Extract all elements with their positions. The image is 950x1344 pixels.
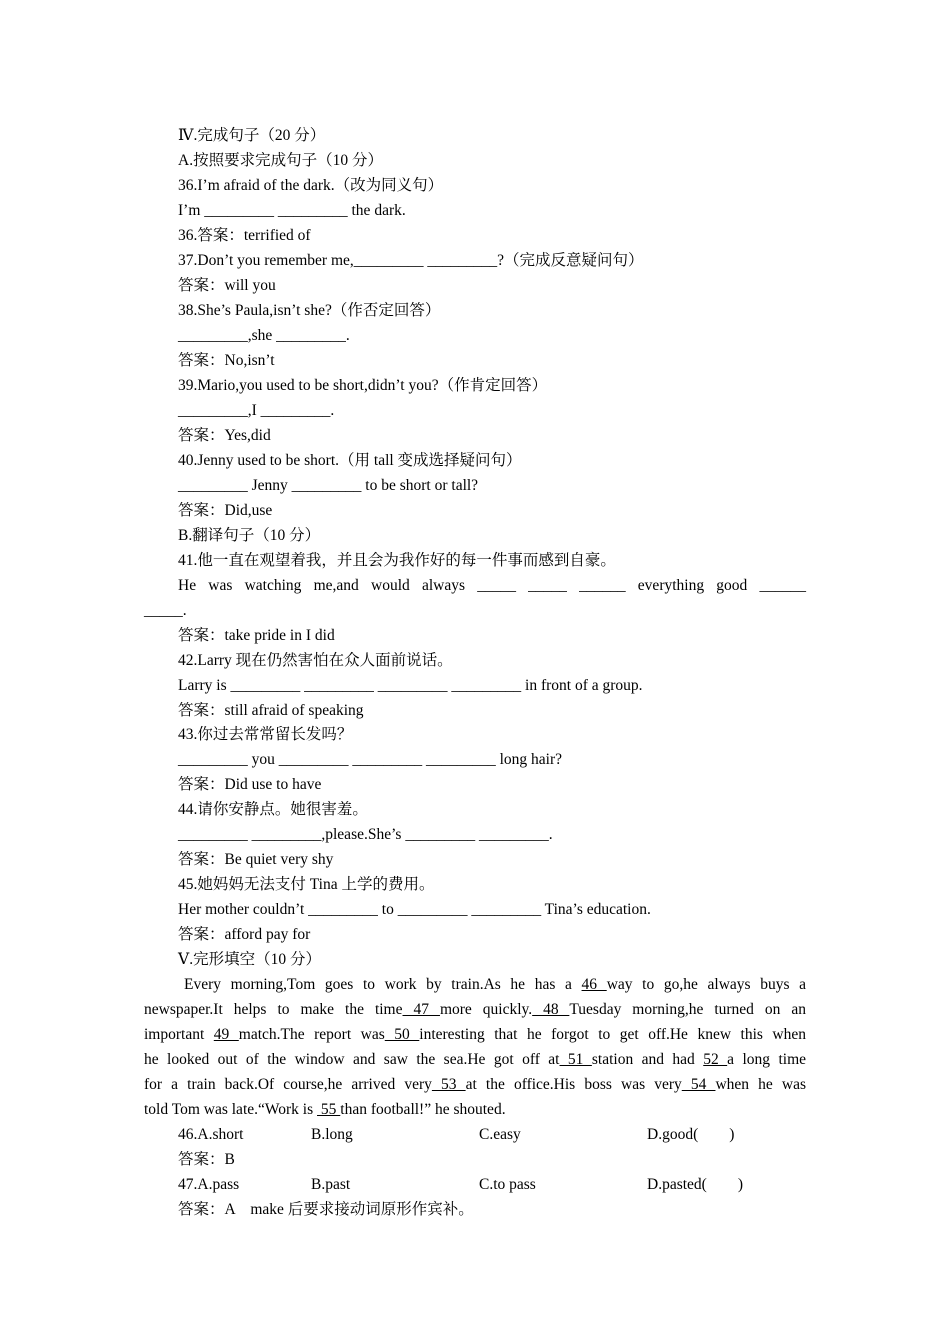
answer-37: 答案：will you (178, 277, 276, 294)
question-40-blank: _________ Jenny _________ to be short or tall? (178, 477, 479, 494)
answer-44: 答案：Be quiet very shy (178, 851, 334, 868)
question-42: 42.Larry 现在仍然害怕在众人面前说话。 (178, 652, 453, 669)
cloze-line-4 (144, 1050, 806, 1070)
answer-42: 答案：still afraid of speaking (178, 702, 364, 719)
question-42-blank: Larry is _________ _________ _________ _________ in front of a group. (178, 677, 643, 694)
question-39: 39.Mario,you used to be short,didn’t you?（作肯定回答） (178, 377, 548, 394)
cloze-text: important (144, 1026, 214, 1043)
cloze-line-6 (144, 1100, 806, 1120)
cloze-line-1 (144, 975, 806, 995)
q47-option-d: D.pasted( ) (647, 1176, 743, 1193)
question-43-blank: _________ you _________ _________ _________ long hair? (178, 751, 563, 768)
blank-49: 49 (213, 1026, 239, 1043)
q46-option-b: B.long (311, 1126, 353, 1143)
answer-39: 答案：Yes,did (178, 427, 271, 444)
question-36: 36.I’m afraid of the dark.（改为同义句） (178, 177, 444, 194)
blank-52: 52 (703, 1051, 728, 1068)
answer-36: 36.答案：terrified of (178, 227, 311, 244)
question-41: 41.他一直在观望着我，并且会为我作好的每一件事而感到自豪。 (178, 552, 616, 569)
partB-title: B.翻译句子（10 分） (178, 527, 321, 544)
answer-47: 答案：A make 后要求接动词原形作宾补。 (178, 1201, 474, 1218)
answer-46: 答案：B (178, 1151, 235, 1168)
q47-option-b: B.past (311, 1176, 351, 1193)
cloze-text: Every morning,Tom goes to work by train.As he has a (184, 976, 582, 993)
answer-45: 答案：afford pay for (178, 926, 311, 943)
cloze-text: newspaper.It helps to make the time (144, 1001, 403, 1018)
cloze-text: than football!” he shouted. (340, 1101, 506, 1118)
answer-43: 答案：Did use to have (178, 776, 322, 793)
blank-51: 51 (559, 1051, 592, 1068)
blank-55: 55 (317, 1101, 341, 1118)
partA-title: A.按照要求完成句子（10 分） (178, 152, 383, 169)
cloze-text: a long time (727, 1051, 807, 1068)
section4-title: Ⅳ.完成句子（20 分） (178, 127, 326, 144)
question-38-blank: _________,she _________. (178, 327, 350, 344)
q47-option-a: 47.A.pass (178, 1176, 240, 1193)
question-41-blank: He was watching me,and would always _____ _____ ______ everything good ______ (178, 577, 806, 594)
question-36-blank: I’m _________ _________ the dark. (178, 202, 406, 219)
blank-48: 48 (532, 1001, 570, 1018)
question-37: 37.Don’t you remember me,_________ _________?（完成反意疑问句） (178, 252, 644, 269)
question-39-blank: _________,I _________. (178, 402, 335, 419)
cloze-line-5 (144, 1075, 806, 1095)
answer-41: 答案：take pride in I did (178, 627, 335, 644)
question-44-blank: _________ _________,please.She’s _________ _________. (178, 826, 553, 843)
cloze-text: Tuesday morning,he turned on an (569, 1001, 806, 1018)
section5-title: Ⅴ.完形填空（10 分） (178, 951, 321, 968)
cloze-line-2 (144, 1000, 806, 1020)
cloze-text: told Tom was late.“Work is (144, 1101, 318, 1118)
question-44: 44.请你安静点。她很害羞。 (178, 801, 368, 818)
answer-38: 答案：No,isn’t (178, 352, 275, 369)
blank-53: 53 (431, 1076, 466, 1093)
cloze-line-3 (144, 1025, 806, 1045)
question-41-blank-cont: _____. (144, 602, 187, 619)
cloze-text: at the office.His boss was very (465, 1076, 682, 1093)
question-38: 38.She’s Paula,isn’t she?（作否定回答） (178, 302, 441, 319)
blank-54: 54 (681, 1076, 716, 1093)
q46-option-c: C.easy (479, 1126, 521, 1143)
question-45: 45.她妈妈无法支付 Tina 上学的费用。 (178, 876, 435, 893)
question-45-blank: Her mother couldn’t _________ to _________ _________ Tina’s education. (178, 901, 651, 918)
q46-option-a: 46.A.short (178, 1126, 244, 1143)
blank-46: 46 (581, 976, 607, 993)
question-40: 40.Jenny used to be short.（用 tall 变成选择疑问句） (178, 452, 522, 469)
cloze-text: interesting that he forgot to get off.He knew this when (419, 1026, 806, 1043)
cloze-text: for a train back.Of course,he arrived very (144, 1076, 432, 1093)
question-43: 43.你过去常常留长发吗？ (178, 726, 353, 743)
cloze-text: more quickly. (439, 1001, 533, 1018)
cloze-text: he looked out of the window and saw the sea.He got off at (144, 1051, 560, 1068)
cloze-text: way to go,he always buys a (606, 976, 807, 993)
cloze-text: station and had (591, 1051, 704, 1068)
answer-40: 答案：Did,use (178, 502, 273, 519)
blank-47: 47 (402, 1001, 440, 1018)
q46-option-d: D.good( ) (647, 1126, 735, 1143)
blank-50: 50 (384, 1026, 420, 1043)
q47-option-c: C.to pass (479, 1176, 536, 1193)
cloze-text: match.The report was (238, 1026, 385, 1043)
cloze-text: when he was (715, 1076, 806, 1093)
